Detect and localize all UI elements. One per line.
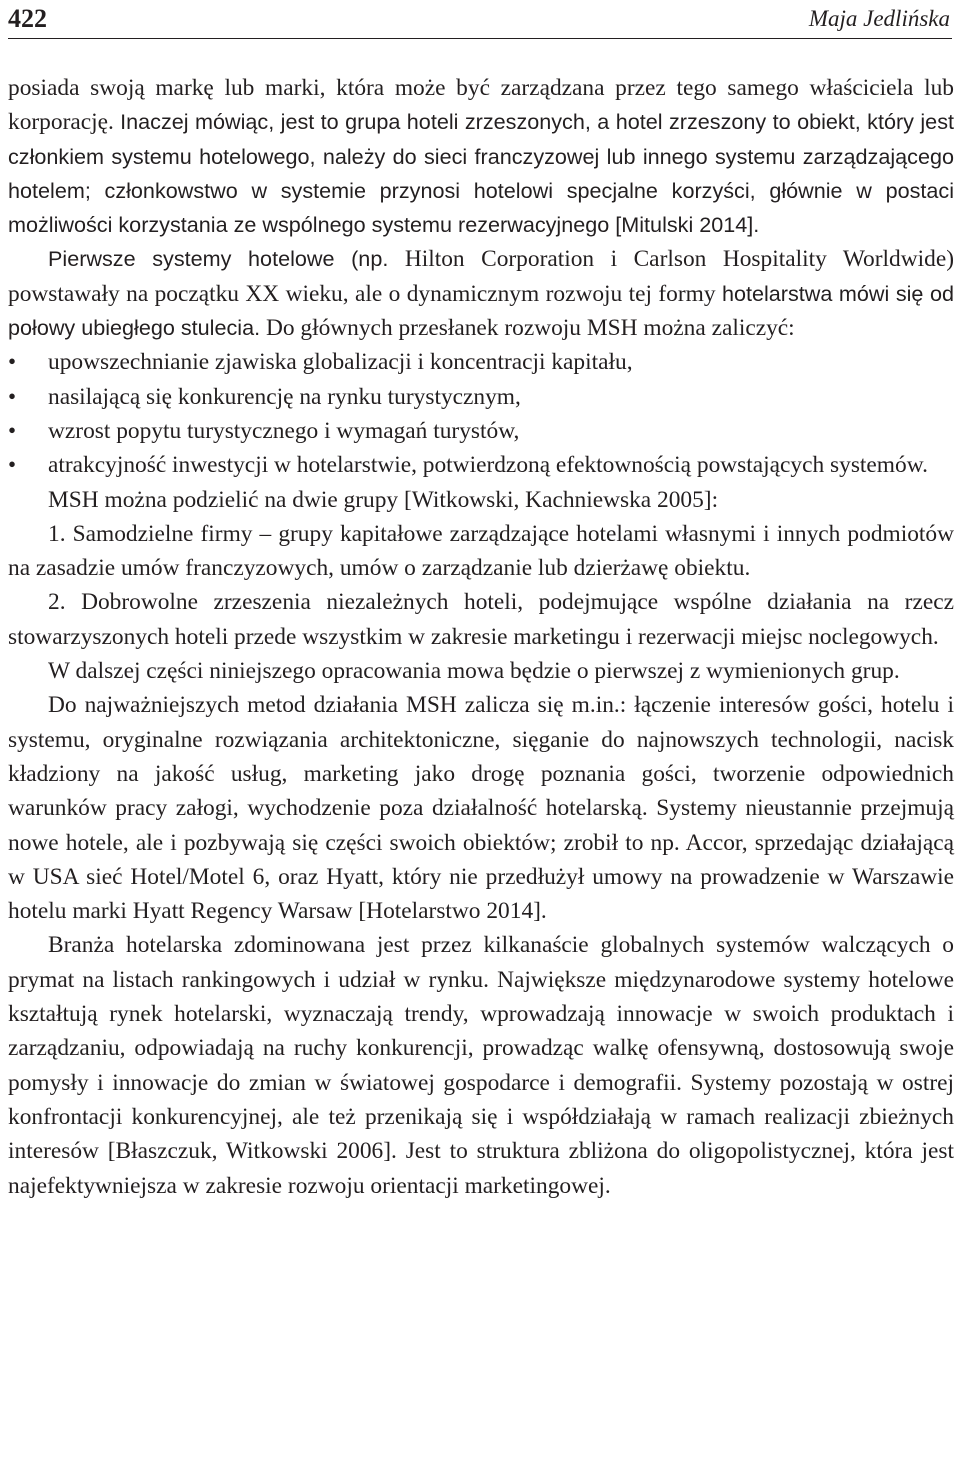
bullet-list bbox=[8, 345, 954, 482]
text-span: Do głównych przesłanek rozwoju MSH można zaliczyć: bbox=[265, 315, 795, 342]
bullet-icon: • bbox=[8, 383, 17, 409]
paragraph: 1. Samodzielne firmy – grupy kapitałowe zarządzające hotelami własnymi i innych podmiotów na zasadzie umów franczyzowych, umów o zarządzanie lub dzierżawę obiektu. bbox=[8, 520, 954, 582]
text-span: posiada swoją markę lub marki, która może być zarządzana przez tego samego właściciela lub korporację. bbox=[8, 75, 954, 136]
list-item bbox=[8, 448, 954, 482]
list-item bbox=[8, 345, 954, 379]
body-text bbox=[8, 71, 954, 1203]
paragraph: Do najważniejszych metod działania MSH zalicza się m.in.: łączenie interesów gości, hotelu i systemu, oryginalne rozwiązania architektoniczne, sięganie do najnowszych technologii, nacisk kładziony na jakość usług, marketing jako drogę poznania gości, tworzenie odpowiednich warunków pracy załogi, wychodzenie poza działalność hotelarską. Systemy nieustannie przejmują nowe hotele, ale i pozbywają się części swoich obiektów; zrobił to np. Accor, sprzedając działającą w USA sieć Hotel/Motel 6, oraz Hyatt, który nie przedłużył umowy na prowadzenie w Warszawie hotelu marki Hyatt Regency Warsaw [Hotelarstwo 2014]. bbox=[8, 692, 954, 925]
bullet-icon: • bbox=[8, 417, 17, 443]
paragraph: W dalszej części niniejszego opracowania mowa będzie o pierwszej z wymienionych grup. bbox=[48, 658, 900, 685]
paragraph: 2. Dobrowolne zrzeszenia niezależnych hoteli, podejmujące wspólne działania na rzecz stowarzyszonych hoteli przede wszystkim w zakresie marketingu i rezerwacji miejsc noclegowych. bbox=[8, 589, 954, 650]
text-span: hotelarstwa mówi się od połowy ubiegłego stulecia. bbox=[8, 280, 954, 341]
list-item bbox=[8, 414, 954, 448]
paragraph: Branża hotelarska zdominowana jest przez kilkanaście globalnych systemów walczących o prymat na listach rankingowych i udział w rynku. Największe międzynarodowe systemy hotelowe kształtują rynek hotelarski, wyznaczają trendy, wprowadzają innowacje w swoich produktach i zarządzaniu, odpowiadają na ruchy konkurencji, prowadząc walkę ofensywną, dostosowują swoje pomysły i innowacje do zmian w światowej gospodarce i demografii. Systemy pozostają w ostrej konfrontacji konkurencyjnej, ale też przenikają się i współdziałają w ramach realizacji zbieżnych interesów [Błaszczuk, Witkowski 2006]. Jest to struktura zbliżona do oligopolistycznej, która jest najefektywniejsza w zakresie rozwoju orientacji marketingowej. bbox=[8, 932, 954, 1199]
paragraph bbox=[8, 71, 954, 242]
running-head-author: Maja Jedlińska bbox=[808, 6, 950, 31]
text-span: Pierwsze systemy hotelowe (np. bbox=[48, 246, 389, 272]
paragraph bbox=[8, 242, 954, 345]
list-item-text: nasilającą się konkurencję na rynku turystycznym, bbox=[48, 383, 521, 410]
list-item-text: atrakcyjność inwestycji w hotelarstwie, potwierdzoną efektownością powstających systemów. bbox=[48, 452, 928, 479]
list-item-text: wzrost popytu turystycznego i wymagań turystów, bbox=[48, 417, 520, 444]
text-span: Hilton Corporation i Carlson Hospitality Worldwide) powstawały na początku XX wieku, ale o dynamicznym rozwoju tej formy bbox=[8, 246, 954, 307]
text-span: Inaczej mówiąc, jest to grupa hoteli zrzeszonych, a hotel zrzeszony to obiekt, który jest członkiem systemu hotelowego, należy do sieci franczyzowej lub innego systemu zarządzającego hotelem; członkowstwo w systemie przynosi hotelowi specjalne korzyści, głównie w postaci możliwości korzystania ze wspólnego systemu rezerwacyjnego [Mitulski 2014]. bbox=[8, 109, 954, 238]
bullet-icon: • bbox=[8, 452, 17, 478]
page-header bbox=[8, 0, 952, 39]
list-item bbox=[8, 380, 954, 414]
bullet-icon: • bbox=[8, 349, 17, 375]
list-item-text: upowszechnianie zjawiska globalizacji i koncentracji kapitału, bbox=[48, 349, 633, 376]
page-number: 422 bbox=[8, 4, 47, 33]
paragraph: MSH można podzielić na dwie grupy [Witkowski, Kachniewska 2005]: bbox=[48, 486, 719, 513]
